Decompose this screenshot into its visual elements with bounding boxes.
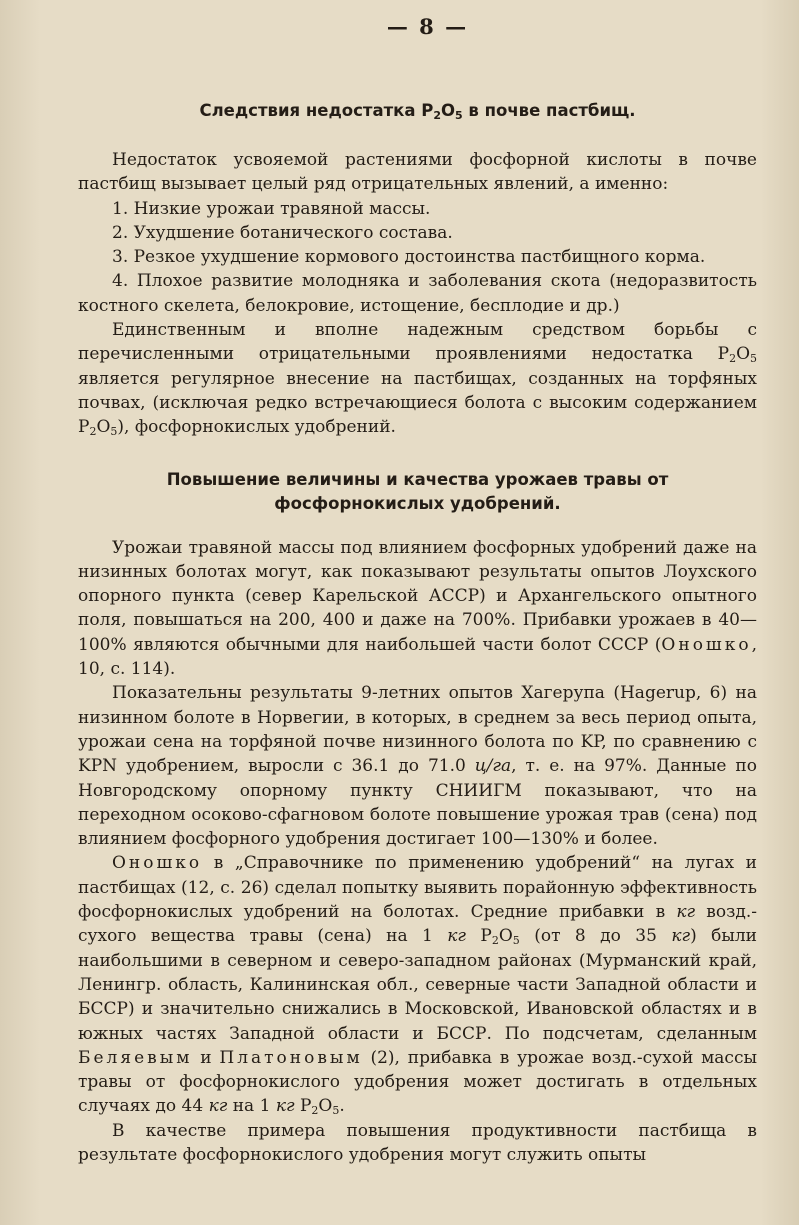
text: в „Справочнике по применению удобрений“ на лугах и пастбищах (12, с. 26) сделал попытку выявить порайонную эффективность фосфорнокислых удобрений на болотах. Средние прибавки в	[78, 853, 757, 923]
text: является регулярное внесение на пастбищах, созданных на торфяных почвах, (исключая редко встречающиеся болота с высоким содержанием P	[78, 368, 757, 438]
text: P	[466, 926, 492, 947]
text: .	[339, 1096, 345, 1117]
text: Показательны результаты 9-летних опытов Хагерупа (Hagerup, 6) на низинном болоте в Норвегии, в которых, в среднем за весь период опыта, урожаи сена на торфяной почве низинного болота по KP, по сравнению с KPN удобрением, выросли с 36.1 до 71.0	[78, 683, 757, 777]
list-item-4: 4. Плохое развитие молодняка и заболевания скота (недоразвитость костного скелета, белокровие, истощение, бесплодие и др.)	[78, 271, 757, 316]
text: Урожаи травяной массы под влиянием фосфорных удобрений даже на низинных болотах могут, как показывают результаты опытов Лоухского опорного пункта (север Карельской АССР) и Архангельского опытного поля, повышаться на 200, 400 и даже на 700%. Прибавки урожаев в 40—100% являются обычными для наибольшей части болот СССР (	[78, 537, 757, 655]
text: (от 8 до 35	[519, 926, 672, 947]
section-title-phosphorus-deficiency	[78, 99, 757, 123]
paragraph-hagerup	[78, 681, 757, 851]
title-text: в почве пастбищ.	[462, 101, 636, 120]
subscript: 5	[455, 109, 463, 122]
text: P	[294, 1096, 312, 1117]
text: O	[318, 1096, 333, 1117]
title-line: фосфорнокислых удобрений.	[274, 493, 561, 513]
page-number: — 8 —	[386, 14, 469, 39]
paragraph-oneshko	[78, 851, 757, 1118]
paragraph-yields	[78, 536, 757, 682]
unit: кг	[676, 902, 696, 923]
subscript: 5	[750, 352, 757, 366]
author-name: Платоновым	[219, 1047, 363, 1068]
text: (2), прибавка в урожае возд.-сухой массы травы от фосфорнокислого удобрения может достигать в отдельных случаях до 44	[78, 1047, 757, 1117]
intro-paragraph: Недостаток усвояемой растениями фосфорной кислоты в почве пастбищ вызывает целый ряд отрицательных явлений, а именно:	[78, 150, 757, 195]
unit: кг	[275, 1096, 295, 1117]
text: возд.-сухого вещества травы (сена) на 1	[78, 902, 757, 947]
text: на 1	[227, 1096, 276, 1117]
title-text: O	[441, 101, 456, 120]
list-item-3: 3. Резкое ухудшение кормового достоинства пастбищного корма.	[112, 247, 706, 268]
subscript: 2	[311, 1104, 319, 1118]
conclusion-paragraph	[78, 318, 757, 439]
text: ) были наибольшими в северном и северо-западном районах (Мурманский край, Ленингр. область, Калининская обл., северные части Западной области и БССР) и значительно снижались в Московской, Ивановской областях и в южных частях Западной области и БССР. По подсчетам, сделанным	[78, 926, 758, 1044]
unit: кг	[208, 1096, 228, 1117]
unit: кг	[447, 926, 466, 947]
author-name: Беляевым	[78, 1047, 193, 1068]
list-item-1: 1. Низкие урожаи травяной массы.	[112, 198, 431, 219]
subscript: 5	[332, 1104, 340, 1118]
unit: ц/га	[474, 756, 512, 777]
text: , 10, с. 114).	[78, 634, 757, 680]
list-item-2: 2. Ухудшение ботанического состава.	[112, 222, 453, 243]
subscript: 2	[433, 109, 441, 122]
title-line: Повышение величины и качества урожаев травы от	[166, 469, 669, 489]
subscript: 2	[729, 352, 737, 366]
subscript: 5	[512, 934, 520, 948]
text: O	[96, 417, 111, 438]
subscript: 5	[110, 425, 118, 439]
text: и	[192, 1047, 220, 1068]
text: O	[736, 344, 750, 365]
section-title-yield-increase	[78, 468, 757, 516]
subscript: 2	[491, 934, 499, 948]
text: , т. е. на 97%. Данные по Новгородскому опорному пункту СНИИГМ показывают, что на переходном осоково-сфагновом болоте повышение урожая трав (сена) под влиянием фосфорного удобрения достигает 100—130% и более.	[78, 756, 757, 850]
text: ), фосфорнокислых удобрений.	[117, 417, 396, 438]
author-name: Онoшко	[112, 853, 203, 874]
author-name: Онoшко	[661, 634, 752, 655]
subscript: 2	[89, 425, 97, 439]
text: Единственным и вполне надежным средством борьбы с перечисленными отрицательными проявлениями недостатка P	[78, 320, 757, 365]
text: O	[498, 926, 513, 947]
title-text: Следствия недостатка P	[199, 101, 434, 120]
unit: кг	[671, 926, 691, 947]
paragraph-example: В качестве примера повышения продуктивности пастбища в результате фосфорнокислого удобрения могут служить опыты	[78, 1120, 757, 1165]
